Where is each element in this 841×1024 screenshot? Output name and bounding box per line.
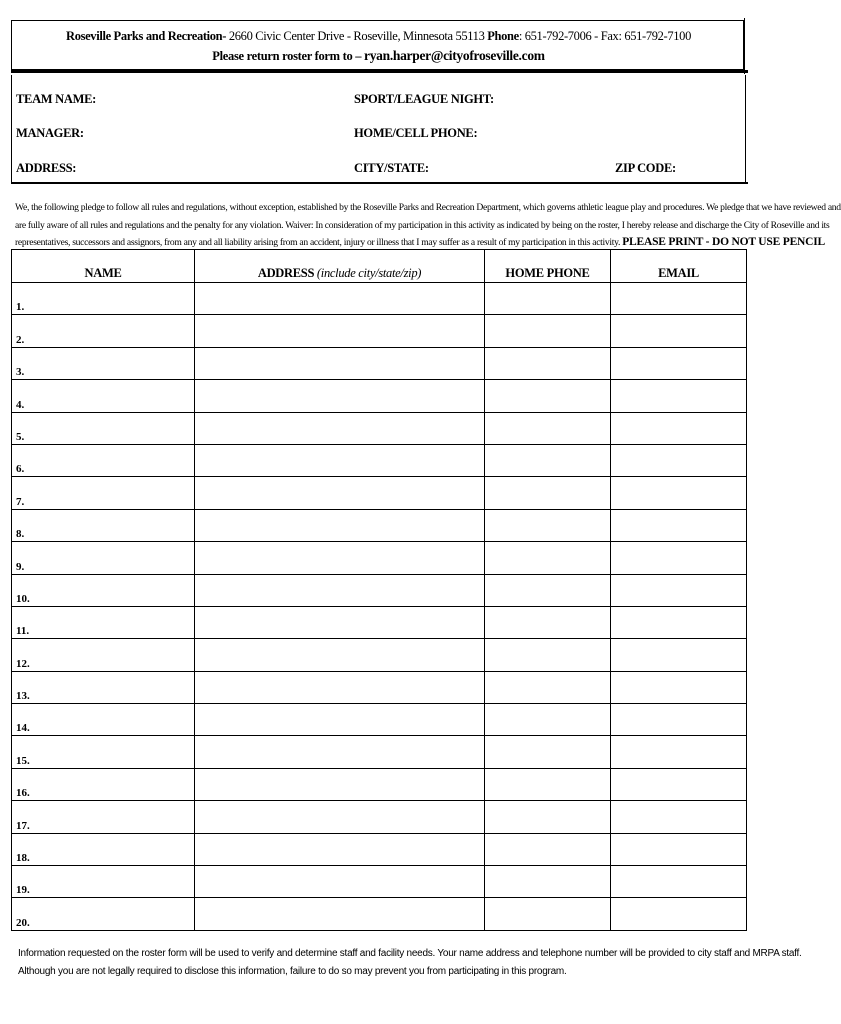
email-cell[interactable] [611,477,747,509]
email-cell[interactable] [611,801,747,833]
pledge-line-1: We, the following pledge to follow all rules and regulations, without exception, established by the Roseville Parks and Recreation Department, which governs athletic league play and procedures. We pledge that we have reviewed and [15,202,841,213]
email-cell[interactable] [611,347,747,379]
name-cell[interactable]: 3. [12,347,195,379]
name-cell[interactable]: 7. [12,477,195,509]
home-phone-cell[interactable] [485,315,611,347]
address-cell[interactable] [195,444,485,476]
sport-league-label: SPORT/LEAGUE NIGHT: [354,92,494,106]
email-cell[interactable] [611,444,747,476]
manager-label: MANAGER: [16,126,84,140]
print-notice: PLEASE PRINT - DO NOT USE PENCIL [622,236,825,249]
name-cell[interactable]: 11. [12,606,195,638]
address-cell[interactable] [195,477,485,509]
name-cell[interactable]: 4. [12,380,195,412]
address-cell[interactable] [195,898,485,930]
return-instruction [12,48,745,64]
return-email: ryan.harper@cityofroseville.com [364,48,545,63]
email-cell[interactable] [611,833,747,865]
name-cell[interactable]: 8. [12,509,195,541]
home-phone-cell[interactable] [485,444,611,476]
email-cell[interactable] [611,315,747,347]
col-name-header: NAME [12,250,195,283]
col-email-header: EMAIL [611,250,747,283]
name-cell[interactable]: 18. [12,833,195,865]
col-phone-header: HOME PHONE [485,250,611,283]
address-cell[interactable] [195,639,485,671]
header-contact-line [12,29,745,44]
table-row [12,768,747,800]
name-cell[interactable]: 9. [12,542,195,574]
email-cell[interactable] [611,768,747,800]
col-address-label: ADDRESS [257,266,315,280]
home-phone-cell[interactable] [485,347,611,379]
org-address: 2660 Civic Center Drive - Roseville, Minnesota 55113 [226,29,488,43]
home-phone-cell[interactable] [485,509,611,541]
email-cell[interactable] [611,704,747,736]
phone-label: Phone [487,29,519,43]
address-cell[interactable] [195,380,485,412]
table-row [12,671,747,703]
table-row [12,866,747,898]
address-cell[interactable] [195,606,485,638]
table-row [12,315,747,347]
address-cell[interactable] [195,801,485,833]
privacy-notice [18,945,802,981]
org-name: Roseville Parks and Recreation- [66,29,227,43]
table-row [12,574,747,606]
email-cell[interactable] [611,412,747,444]
name-cell[interactable]: 6. [12,444,195,476]
roster-table [11,249,747,931]
name-cell[interactable]: 5. [12,412,195,444]
name-cell[interactable]: 17. [12,801,195,833]
table-row [12,736,747,768]
home-phone-cell[interactable] [485,542,611,574]
table-row [12,444,747,476]
col-address-note: (include city/state/zip) [316,266,422,280]
name-cell[interactable]: 2. [12,315,195,347]
home-phone-cell[interactable] [485,412,611,444]
table-row [12,833,747,865]
home-phone-cell[interactable] [485,606,611,638]
name-cell[interactable]: 20. [12,898,195,930]
zip-code-label: ZIP CODE: [615,161,676,175]
home-phone-cell[interactable] [485,833,611,865]
address-cell[interactable] [195,671,485,703]
name-cell[interactable]: 10. [12,574,195,606]
home-phone-cell[interactable] [485,898,611,930]
name-cell[interactable]: 14. [12,704,195,736]
team-info-divider [11,182,748,184]
header-right-edge [744,18,745,74]
table-row [12,283,747,315]
email-cell[interactable] [611,671,747,703]
roster-body [12,283,747,931]
home-phone-cell[interactable] [485,866,611,898]
address-cell[interactable] [195,736,485,768]
table-row [12,477,747,509]
address-label: ADDRESS: [16,161,77,175]
privacy-line-2: Although you are not legally required to disclose this information, failure to do so may prevent you from participating in this program. [18,966,567,977]
address-cell[interactable] [195,315,485,347]
address-cell[interactable] [195,542,485,574]
address-cell[interactable] [195,412,485,444]
home-phone-cell[interactable] [485,639,611,671]
table-row [12,509,747,541]
pledge-line-3-text: representatives, successors and assignors, from any and all liability arising from an accident, injury or illness that I may suffer as a result of my participation in this activity. [15,237,621,249]
name-cell[interactable]: 12. [12,639,195,671]
pledge-line-2: are fully aware of all rules and regulations and the penalty for any violation. Waiver: In consideration of my participation in this activity as indicated by being on the roster, I hereby release and discharge the City of Roseville and its [15,219,830,231]
team-name-label: TEAM NAME: [16,92,96,106]
address-cell[interactable] [195,347,485,379]
privacy-line-1: Information requested on the roster form will be used to verify and determine staff and facility needs. Your name address and telephone number will be provided to city staff and MRPA staff. [18,948,802,959]
address-cell[interactable] [195,704,485,736]
table-row [12,704,747,736]
pledge-paragraph [15,199,841,252]
name-cell[interactable]: 1. [12,283,195,315]
home-phone-cell[interactable] [485,671,611,703]
home-phone-cell[interactable] [485,477,611,509]
table-row [12,347,747,379]
header-divider [11,70,748,73]
email-cell[interactable] [611,509,747,541]
home-phone-cell[interactable] [485,768,611,800]
name-cell[interactable]: 19. [12,866,195,898]
address-cell[interactable] [195,833,485,865]
address-cell[interactable] [195,283,485,315]
email-cell[interactable] [611,866,747,898]
name-cell[interactable]: 16. [12,768,195,800]
table-row [12,542,747,574]
name-cell[interactable]: 13. [12,671,195,703]
email-cell[interactable] [611,898,747,930]
phone-fax: : 651-792-7006 - Fax: 651-792-7100 [518,29,691,43]
return-text: Please return roster form to – [212,49,365,63]
table-row [12,606,747,638]
address-cell[interactable] [195,768,485,800]
table-row [12,380,747,412]
roster-header-row [12,250,747,283]
home-cell-phone-label: HOME/CELL PHONE: [354,126,478,140]
home-phone-cell[interactable] [485,801,611,833]
address-cell[interactable] [195,509,485,541]
email-cell[interactable] [611,639,747,671]
email-cell[interactable] [611,542,747,574]
email-cell[interactable] [611,736,747,768]
home-phone-cell[interactable] [485,704,611,736]
col-address-header [195,250,485,283]
name-cell[interactable]: 15. [12,736,195,768]
table-row [12,898,747,930]
home-phone-cell[interactable] [485,736,611,768]
email-cell[interactable] [611,380,747,412]
address-cell[interactable] [195,866,485,898]
home-phone-cell[interactable] [485,574,611,606]
table-row [12,639,747,671]
email-cell[interactable] [611,606,747,638]
address-cell[interactable] [195,574,485,606]
table-row [12,801,747,833]
email-cell[interactable] [611,283,747,315]
email-cell[interactable] [611,574,747,606]
home-phone-cell[interactable] [485,380,611,412]
city-state-label: CITY/STATE: [354,161,429,175]
table-row [12,412,747,444]
home-phone-cell[interactable] [485,283,611,315]
